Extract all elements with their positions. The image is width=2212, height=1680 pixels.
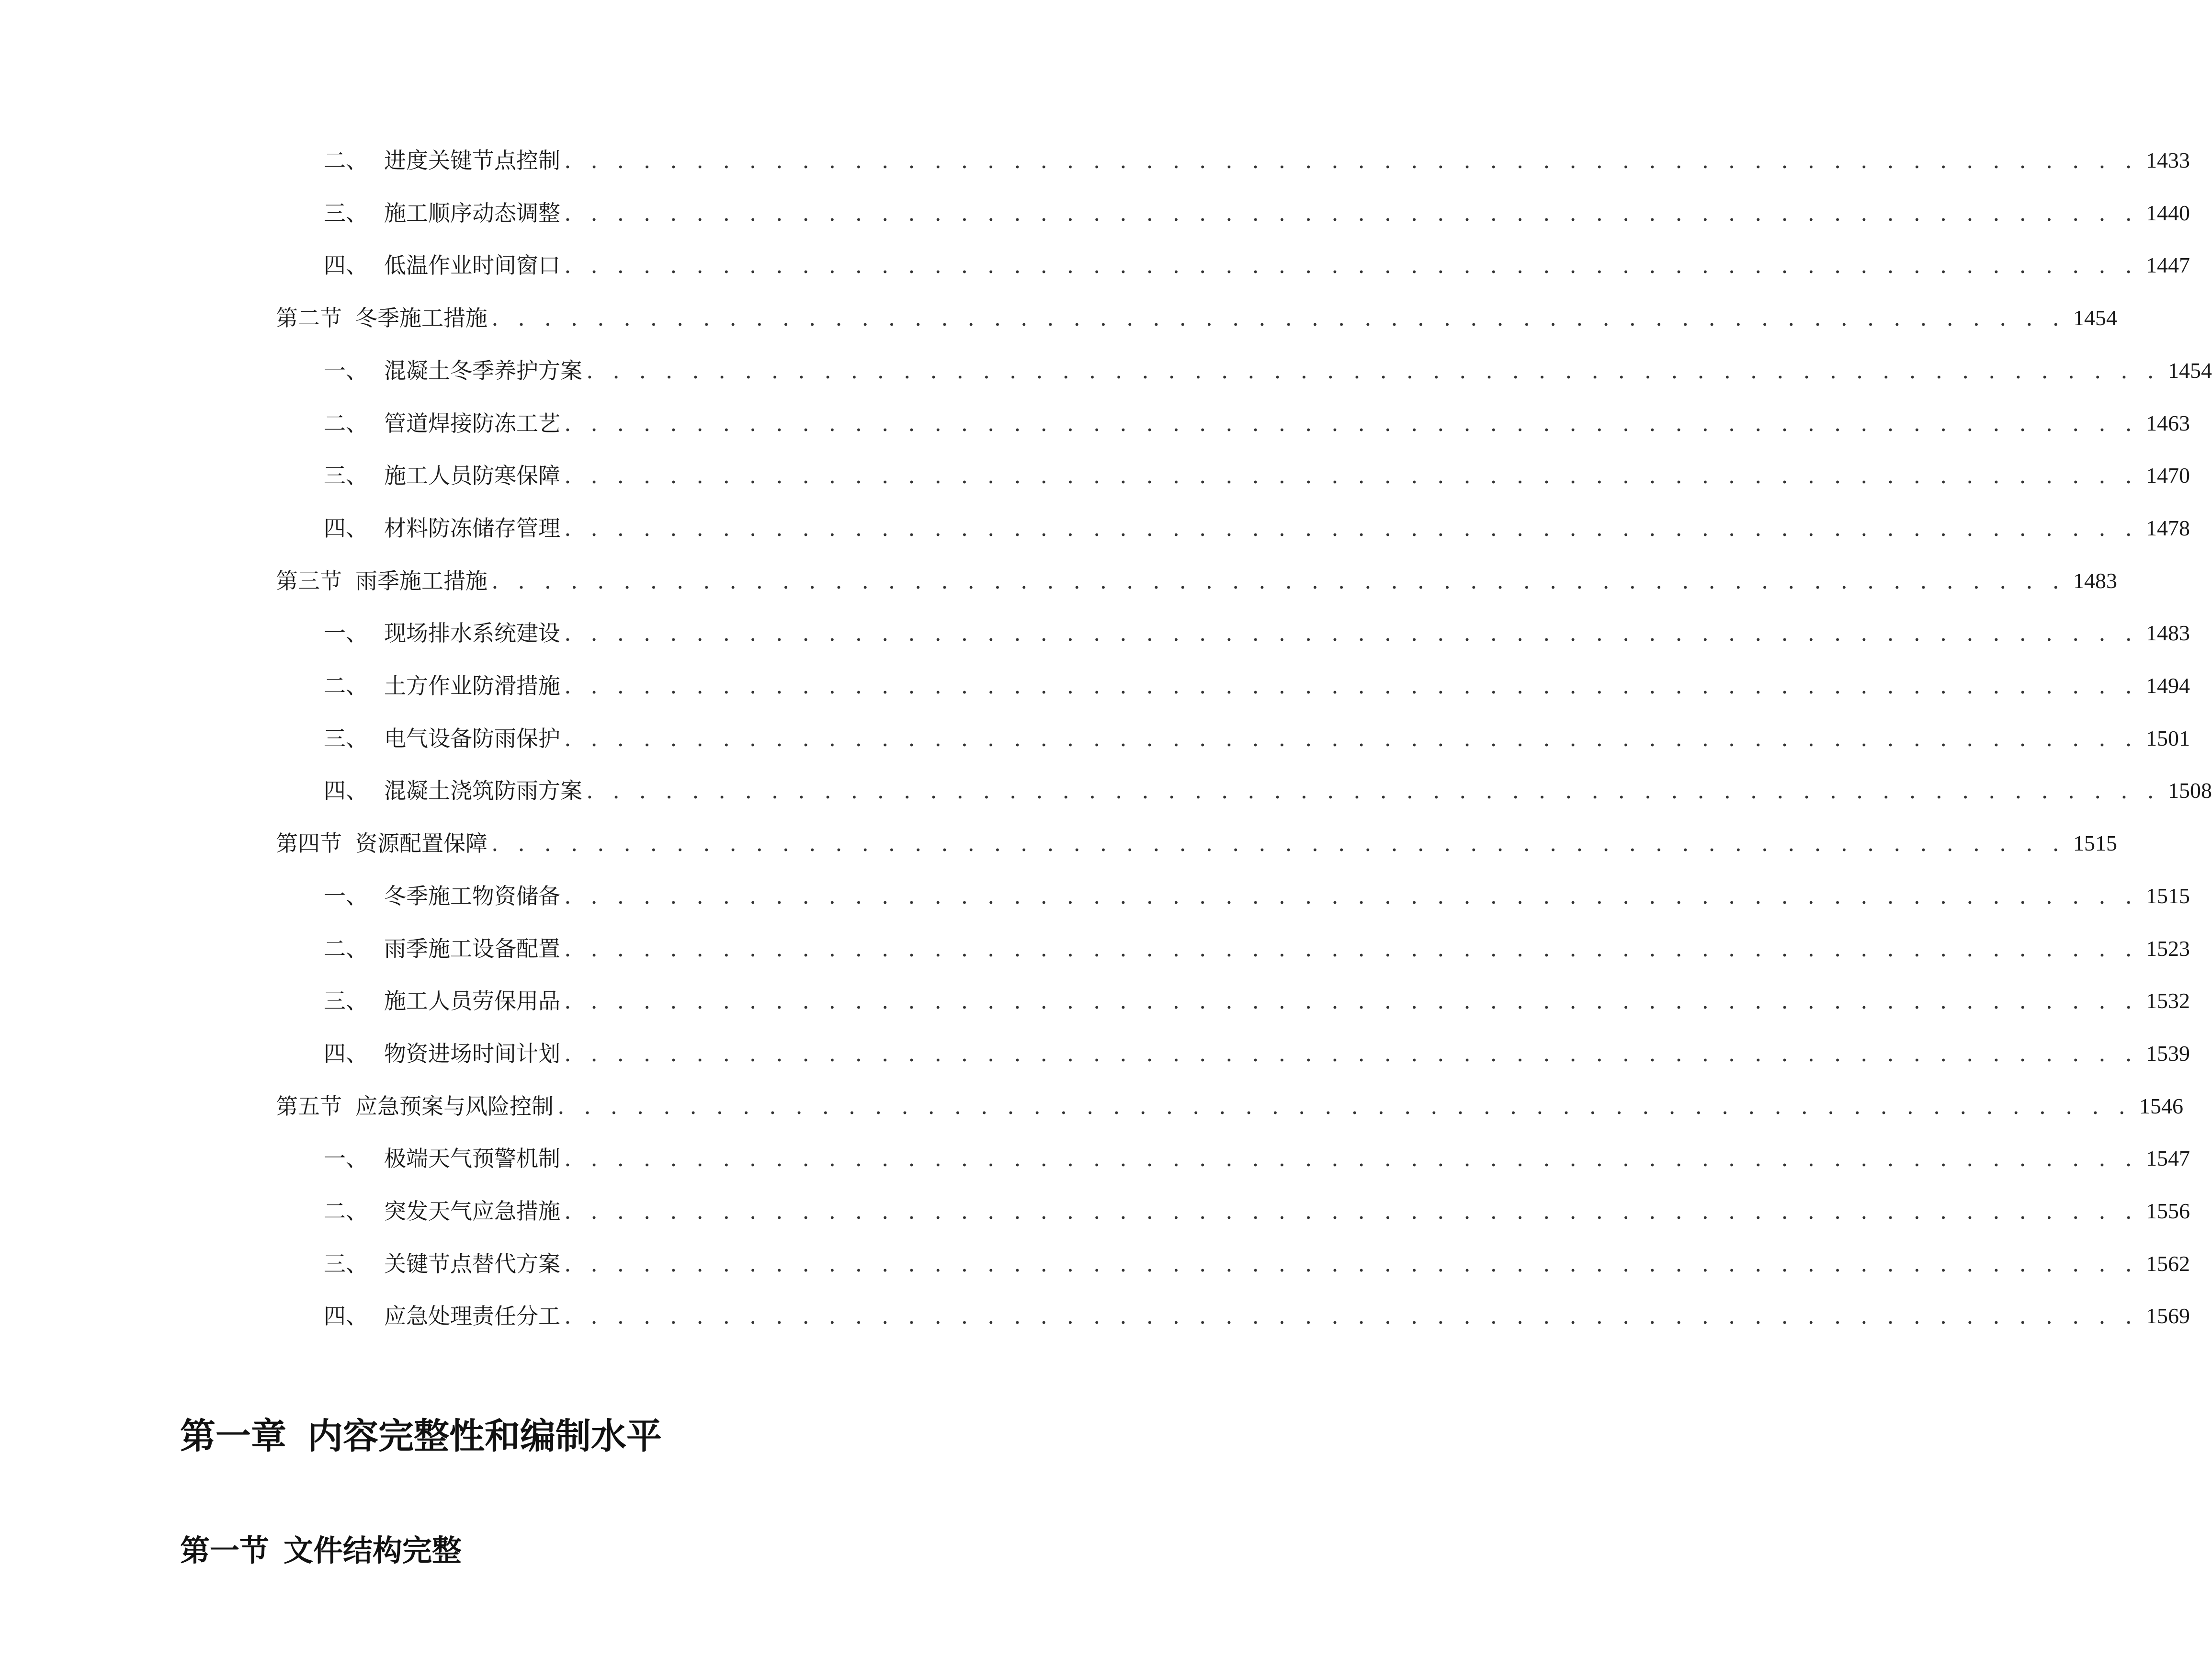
toc-entry-page-number: 1523 (2146, 936, 2190, 961)
toc-entry-number: 四、 (324, 252, 368, 278)
toc-entry[interactable] (276, 824, 2118, 863)
dot-leader: . . . . . . . . . . . . . . . . . . . . . . . . . . . . . . . . . . . . . . . . . . . . . . . . . . . . . . . . . . . . (564, 1146, 2139, 1171)
toc-entry[interactable] (324, 456, 2190, 495)
toc-entry-page-number: 1483 (2146, 621, 2190, 645)
dot-leader: . . . . . . . . . . . . . . . . . . . . . . . . . . . . . . . . . . . . . . . . . . . . . . . . . . . . . . . . . . . . (564, 252, 2139, 278)
toc-entry[interactable] (324, 1192, 2190, 1230)
toc-entry-number: 三、 (324, 1251, 368, 1277)
dot-leader: . . . . . . . . . . . . . . . . . . . . . . . . . . . . . . . . . . . . . . . . . . . . . . . . . . . . . . . . . . . . (564, 620, 2139, 646)
toc-entry[interactable] (324, 509, 2190, 547)
toc-entry-title: 冬季施工物资储备 (384, 883, 560, 909)
toc-entry-page-number: 1440 (2146, 201, 2190, 225)
toc-entry[interactable] (324, 667, 2190, 705)
toc-entry-page-number: 1454 (2168, 358, 2212, 383)
dot-leader: . . . . . . . . . . . . . . . . . . . . . . . . . . . . . . . . . . . . . . . . . . . . . . . . . . . . . . . . . . . . (586, 778, 2161, 804)
toc-entry-title: 施工人员防寒保障 (384, 463, 560, 488)
toc-entry-number: 二、 (324, 1198, 368, 1224)
chapter-title: 内容完整性和编制水平 (307, 1416, 662, 1457)
dot-leader: . . . . . . . . . . . . . . . . . . . . . . . . . . . . . . . . . . . . . . . . . . . . . . . . . . . . . . . . . . . . (491, 830, 2066, 856)
toc-entry-number: 四、 (324, 1041, 368, 1067)
dot-leader: . . . . . . . . . . . . . . . . . . . . . . . . . . . . . . . . . . . . . . . . . . . . . . . . . . . . . . . . . . . . (564, 1041, 2139, 1067)
toc-entry-page-number: 1562 (2146, 1251, 2190, 1276)
toc-entry[interactable] (324, 877, 2190, 915)
dot-leader: . . . . . . . . . . . . . . . . . . . . . . . . . . . . . . . . . . . . . . . . . . . . . . . . . . . . . . . . . . . . (564, 936, 2139, 962)
dot-leader: . . . . . . . . . . . . . . . . . . . . . . . . . . . . . . . . . . . . . . . . . . . . . . . . . . . . . . . . . . . . (564, 988, 2139, 1014)
toc-entry[interactable] (324, 404, 2190, 443)
toc-entry[interactable] (324, 614, 2190, 652)
toc-entry-title: 冬季施工措施 (355, 305, 488, 331)
toc-entry-title: 物资进场时间计划 (384, 1041, 560, 1067)
toc-entry-page-number: 1483 (2073, 568, 2118, 593)
toc-entry-title: 现场排水系统建设 (384, 620, 560, 646)
section-heading (180, 1527, 462, 1569)
toc-entry-page-number: 1508 (2168, 778, 2212, 803)
toc-entry[interactable] (276, 562, 2118, 600)
dot-leader: . . . . . . . . . . . . . . . . . . . . . . . . . . . . . . . . . . . . . . . . . . . . . . . . . . . . . . . . . . . . (491, 305, 2066, 331)
toc-entry-number: 二、 (324, 936, 368, 962)
chapter-number: 第一章 (180, 1416, 286, 1457)
toc-entry-page-number: 1501 (2146, 726, 2190, 750)
toc-entry-title: 施工人员劳保用品 (384, 988, 560, 1014)
toc-entry-number: 二、 (324, 410, 368, 436)
toc-entry-title: 资源配置保障 (355, 830, 488, 856)
dot-leader: . . . . . . . . . . . . . . . . . . . . . . . . . . . . . . . . . . . . . . . . . . . . . . . . . . . . . . . . . . . . (564, 148, 2139, 173)
dot-leader: . . . . . . . . . . . . . . . . . . . . . . . . . . . . . . . . . . . . . . . . . . . . . . . . . . . . . . . . . . . . (564, 515, 2139, 541)
toc-entry-page-number: 1433 (2146, 148, 2190, 172)
toc-entry-number: 第三节 (276, 568, 342, 594)
toc-entry-page-number: 1515 (2146, 884, 2190, 908)
section-number: 第一节 (180, 1533, 270, 1568)
toc-entry-title: 施工顺序动态调整 (384, 200, 560, 226)
dot-leader: . . . . . . . . . . . . . . . . . . . . . . . . . . . . . . . . . . . . . . . . . . . . . . . . . . . . . . . . . . . . (564, 1198, 2139, 1224)
toc-entry[interactable] (324, 194, 2190, 232)
toc-entry[interactable] (324, 719, 2190, 758)
toc-entry[interactable] (276, 1087, 2184, 1125)
toc-entry-title: 材料防冻储存管理 (384, 515, 560, 541)
dot-leader: . . . . . . . . . . . . . . . . . . . . . . . . . . . . . . . . . . . . . . . . . . . . . . . . . . . . . . . . . . . . (564, 1303, 2139, 1329)
toc-entry-number: 第二节 (276, 305, 342, 331)
toc-entry-number: 第四节 (276, 830, 342, 856)
toc-entry[interactable] (324, 1297, 2190, 1335)
toc-entry-number: 第五节 (276, 1093, 342, 1119)
toc-entry[interactable] (324, 1034, 2190, 1073)
toc-entry-title: 电气设备防雨保护 (384, 726, 560, 751)
toc-entry-title: 关键节点替代方案 (384, 1251, 560, 1277)
toc-entry-title: 雨季施工措施 (355, 568, 488, 594)
toc-entry-page-number: 1532 (2146, 988, 2190, 1013)
toc-entry-title: 低温作业时间窗口 (384, 252, 560, 278)
toc-entry-number: 三、 (324, 200, 368, 226)
dot-leader: . . . . . . . . . . . . . . . . . . . . . . . . . . . . . . . . . . . . . . . . . . . . . . . . . . . . . . . . . . . . (564, 410, 2139, 436)
toc-entry-page-number: 1447 (2146, 253, 2190, 277)
toc-entry[interactable] (324, 141, 2190, 180)
toc-entry[interactable] (324, 930, 2190, 968)
chapter-heading (180, 1408, 662, 1459)
toc-entry-number: 一、 (324, 1146, 368, 1171)
toc-entry[interactable] (324, 982, 2190, 1020)
toc-entry-title: 极端天气预警机制 (384, 1146, 560, 1171)
toc-entry-title: 应急处理责任分工 (384, 1303, 560, 1329)
toc-entry-page-number: 1546 (2139, 1094, 2184, 1118)
toc-entry-number: 四、 (324, 1303, 368, 1329)
toc-entry-title: 应急预案与风险控制 (355, 1093, 554, 1119)
toc-entry[interactable] (324, 1139, 2190, 1178)
toc-entry[interactable] (276, 299, 2118, 337)
toc-entry-page-number: 1539 (2146, 1041, 2190, 1066)
toc-entry-number: 二、 (324, 148, 368, 173)
toc-entry-title: 混凝土冬季养护方案 (384, 358, 582, 384)
toc-entry-number: 四、 (324, 515, 368, 541)
dot-leader: . . . . . . . . . . . . . . . . . . . . . . . . . . . . . . . . . . . . . . . . . . . . . . . . . . . . . . . . . . . . (564, 1251, 2139, 1277)
dot-leader: . . . . . . . . . . . . . . . . . . . . . . . . . . . . . . . . . . . . . . . . . . . . . . . . . . . . . . . . . . . . (564, 883, 2139, 909)
toc-entry-title: 突发天气应急措施 (384, 1198, 560, 1224)
toc-entry[interactable] (324, 1245, 2190, 1283)
toc-entry-number: 一、 (324, 358, 368, 384)
section-title: 文件结构完整 (284, 1533, 462, 1568)
toc-entry-page-number: 1556 (2146, 1199, 2190, 1223)
toc-entry-title: 混凝土浇筑防雨方案 (384, 778, 582, 804)
toc-entry-title: 雨季施工设备配置 (384, 936, 560, 962)
toc-entry-page-number: 1569 (2146, 1304, 2190, 1328)
toc-entry-number: 三、 (324, 988, 368, 1014)
toc-entry-title: 管道焊接防冻工艺 (384, 410, 560, 436)
toc-entry-page-number: 1478 (2146, 516, 2190, 540)
toc-entry-number: 三、 (324, 726, 368, 751)
toc-entry-title: 进度关键节点控制 (384, 148, 560, 173)
dot-leader: . . . . . . . . . . . . . . . . . . . . . . . . . . . . . . . . . . . . . . . . . . . . . . . . . . . . . . . . . . . . (564, 200, 2139, 226)
dot-leader: . . . . . . . . . . . . . . . . . . . . . . . . . . . . . . . . . . . . . . . . . . . . . . . . . . . . . . . . . . . . (491, 568, 2066, 594)
toc-entry-page-number: 1494 (2146, 673, 2190, 698)
dot-leader: . . . . . . . . . . . . . . . . . . . . . . . . . . . . . . . . . . . . . . . . . . . . . . . . . . . . . . . . . . . . (586, 358, 2161, 384)
toc-entry-number: 二、 (324, 673, 368, 699)
toc-entry[interactable] (324, 772, 2212, 810)
dot-leader: . . . . . . . . . . . . . . . . . . . . . . . . . . . . . . . . . . . . . . . . . . . . . . . . . . . . . . . . . . . . (557, 1093, 2132, 1119)
dot-leader: . . . . . . . . . . . . . . . . . . . . . . . . . . . . . . . . . . . . . . . . . . . . . . . . . . . . . . . . . . . . (564, 726, 2139, 751)
toc-entry-page-number: 1470 (2146, 463, 2190, 488)
toc-entry-number: 一、 (324, 620, 368, 646)
toc-entry-number: 四、 (324, 778, 368, 804)
toc-entry-number: 一、 (324, 883, 368, 909)
toc-entry-page-number: 1463 (2146, 411, 2190, 435)
dot-leader: . . . . . . . . . . . . . . . . . . . . . . . . . . . . . . . . . . . . . . . . . . . . . . . . . . . . . . . . . . . . (564, 673, 2139, 699)
toc-entry-page-number: 1515 (2073, 831, 2118, 855)
toc-entry[interactable] (324, 352, 2212, 390)
toc-entry-number: 三、 (324, 463, 368, 488)
toc-entry-title: 土方作业防滑措施 (384, 673, 560, 699)
toc-entry-page-number: 1454 (2073, 306, 2118, 330)
dot-leader: . . . . . . . . . . . . . . . . . . . . . . . . . . . . . . . . . . . . . . . . . . . . . . . . . . . . . . . . . . . . (564, 463, 2139, 488)
toc-entry[interactable] (324, 246, 2190, 284)
toc-entry-page-number: 1547 (2146, 1146, 2190, 1170)
